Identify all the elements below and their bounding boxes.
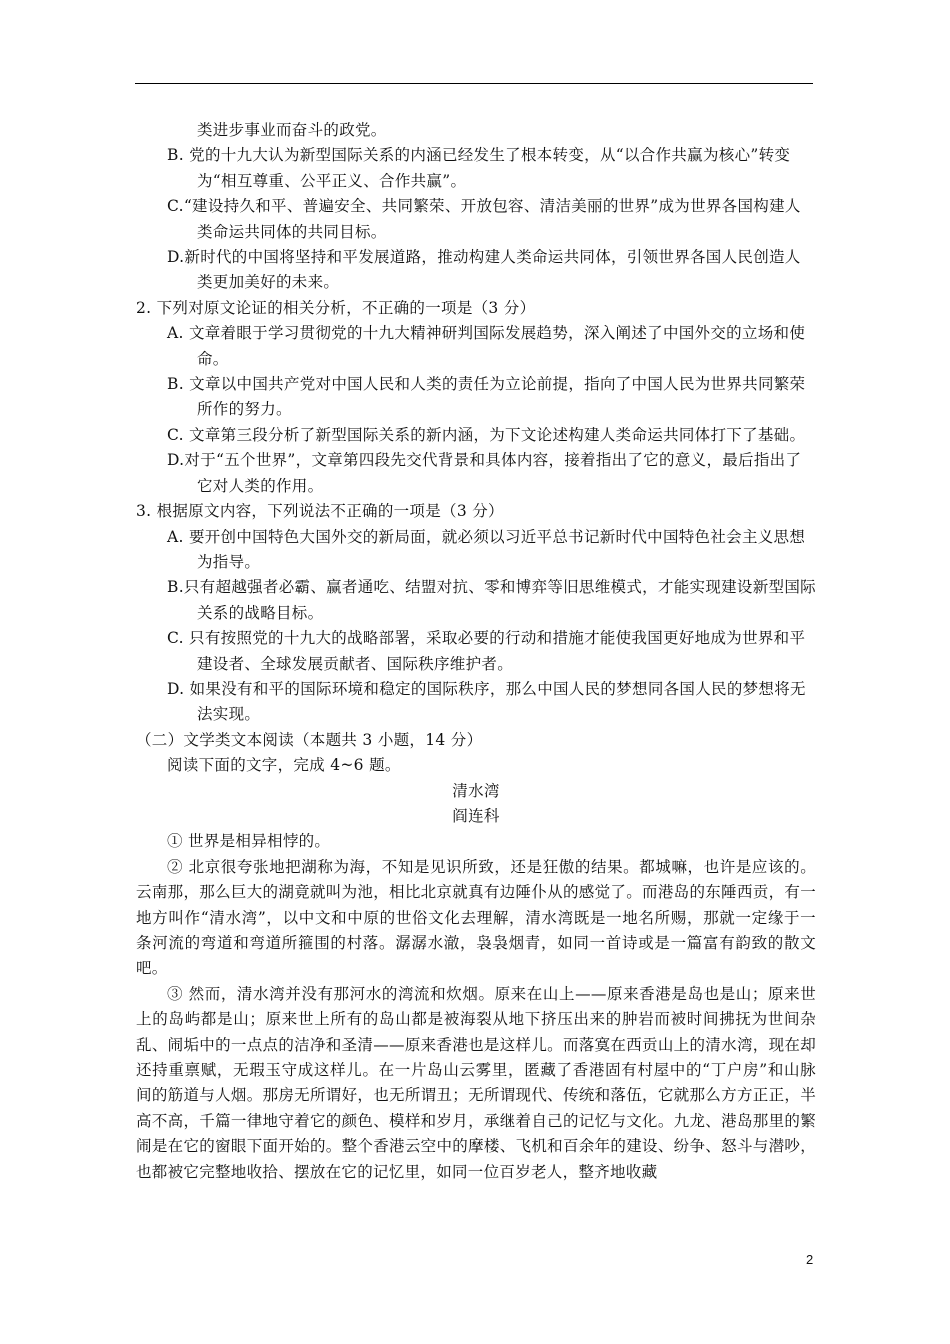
passage-author: 阎连科 xyxy=(452,806,500,825)
passage-paragraph-1: ① 世界是相异相悖的。 xyxy=(167,832,331,851)
reading-instruction: 阅读下面的文字，完成 4~6 题。 xyxy=(167,756,401,775)
question-2-stem: 2. 下列对原文论证的相关分析，不正确的一项是（3 分） xyxy=(136,298,536,317)
question-2-option-d: D.对于“五个世界”，文章第四段先交代背景和具体内容，接着指出了它的意义，最后指出了它对人类的作用。 xyxy=(167,451,802,495)
question-3-option-d: D. 如果没有和平的国际环境和稳定的国际秩序，那么中国人民的梦想同各国人民的梦想将无法实现。 xyxy=(167,679,806,724)
question-2-option-a: A. 文章着眼于学习贯彻党的十九大精神研判国际发展趋势，深入阐述了中国外交的立场和使命。 xyxy=(167,324,806,368)
question-3-option-a: A. 要开创中国特色大国外交的新局面，就必须以习近平总书记新时代中国特色社会主义思想为指导。 xyxy=(167,527,806,571)
question-1-option-c: C.“建设持久和平、普遍安全、共同繁荣、开放包容、清洁美丽的世界”成为世界各国构建人类命运共同体的共同目标。 xyxy=(167,197,801,241)
section-heading: （二）文学类文本阅读（本题共 3 小题，14 分） xyxy=(136,730,483,749)
passage-paragraph-3: ③ 然而，清水湾并没有那河水的湾流和炊烟。原来在山上——原来香港是岛也是山；原来世上的岛屿都是山；原来世上所有的岛山都是被海裂从地下挤压出来的肿岩而被时间拂抚为世间杂乱、闹垢中的一点点的洁净和圣清——原来香港也是这样儿。而落寞在西贡山上的清水湾，现在却还持重禀赋，无瑕玉守成这样儿。在一片岛山云雾里，匿藏了香港固有村屋中的“丁户房”和山脉间的筋道与人烟。那房无所谓好，也无所谓丑；无所谓现代、传统和落伍，它就那么方方正正，半高不高，千篇一律地守着它的颜色、模样和岁月，承继着自己的记忆与文化。九龙、港岛那里的繁闹是在它的窗眼下面开始的。整个香港云空中的摩楼、飞机和百余年的建设、纷争、怒斗与潜吵，也都被它完整地收拾、摆放在它的记忆里，如同一位百岁老人，整齐地收藏 xyxy=(136,984,816,1181)
header-rule xyxy=(135,83,813,84)
document-body xyxy=(136,118,816,1185)
page-number: 2 xyxy=(806,1252,814,1267)
question-2-option-c: C. 文章第三段分析了新型国际关系的新内涵，为下文论述构建人类命运共同体打下了基础。 xyxy=(167,425,806,444)
question-1-option-d: D.新时代的中国将坚持和平发展道路，推动构建人类命运共同体，引领世界各国人民创造人类更加美好的未来。 xyxy=(167,248,801,292)
option-continuation: 类进步事业而奋斗的政党。 xyxy=(197,121,387,139)
question-3-option-c: C. 只有按照党的十九大的战略部署，采取必要的行动和措施才能使我国更好地成为世界和平建设者、全球发展贡献者、国际秩序维护者。 xyxy=(167,629,806,673)
question-1-option-b: B. 党的十九大认为新型国际关系的内涵已经发生了根本转变，从“以合作共赢为核心”转变为“相互尊重、公平正义、合作共赢”。 xyxy=(167,146,791,190)
question-3-stem: 3. 根据原文内容，下列说法不正确的一项是（3 分） xyxy=(136,502,504,521)
question-3-option-b: B.只有超越强者必霸、赢者通吃、结盟对抗、零和博弈等旧思维模式，才能实现建设新型国际关系的战略目标。 xyxy=(167,578,816,622)
passage-paragraph-2: ② 北京很夸张地把湖称为海，不知是见识所致，还是狂傲的结果。都城嘛，也许是应该的。云南那，那么巨大的湖竟就叫为池，相比北京就真有边陲仆从的感觉了。而港岛的东陲西贡，有一地方叫作“清水湾”，以中文和中原的世俗文化去理解，清水湾既是一地名所赐，那就一定缘于一条河流的弯道和弯道所箍围的村落。潺潺水澈，袅袅烟青，如同一首诗或是一篇富有韵致的散文吧。 xyxy=(136,857,816,978)
question-2-option-b: B. 文章以中国共产党对中国人民和人类的责任为立论前提，指向了中国人民为世界共同繁荣所作的努力。 xyxy=(167,375,806,419)
passage-title: 清水湾 xyxy=(452,781,500,800)
